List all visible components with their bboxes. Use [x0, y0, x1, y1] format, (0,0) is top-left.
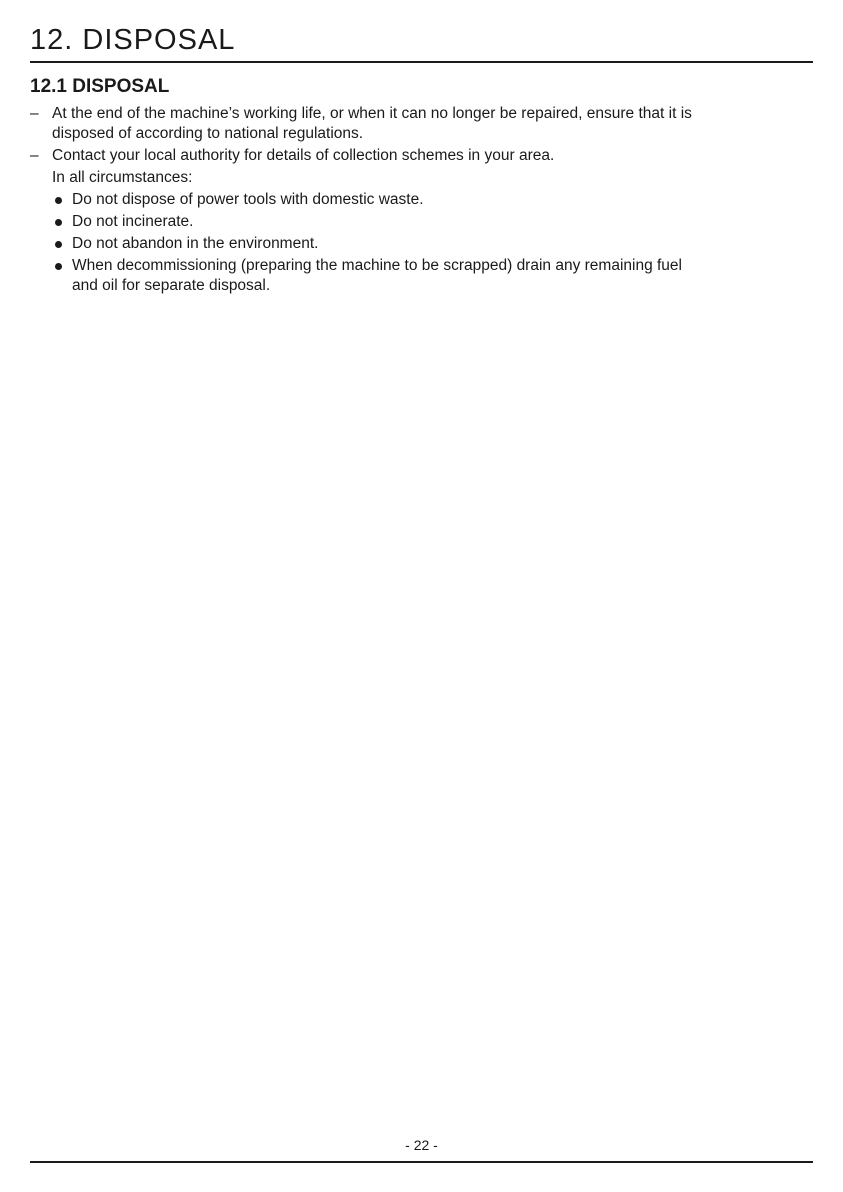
list-item: [52, 190, 813, 210]
section-heading: 12.1 DISPOSAL: [30, 76, 170, 97]
list-item-text: Do not dispose of power tools with domestic waste.: [72, 191, 424, 208]
circumstances-list: [30, 190, 813, 296]
dash-marker: –: [30, 147, 39, 164]
dash-item-line: disposed of according to national regulations.: [52, 125, 364, 142]
dash-item-end-of-life: [30, 104, 813, 144]
dash-item-line: Contact your local authority for details of collection schemes in your area.: [52, 147, 555, 164]
list-item: [52, 212, 813, 232]
page-title: 12. DISPOSAL: [30, 24, 236, 56]
list-item-text: and oil for separate disposal.: [72, 277, 271, 294]
footer-divider: [30, 1161, 813, 1163]
disposal-content: [30, 104, 813, 298]
list-item-text: When decommissioning (preparing the machine to be scrapped) drain any remaining fuel: [72, 257, 682, 274]
dash-marker: –: [30, 105, 39, 122]
circumstances-intro: In all circumstances:: [52, 169, 193, 186]
list-item: [52, 234, 813, 254]
page-number: - 22 -: [405, 1137, 438, 1153]
bullet-icon: [55, 263, 62, 270]
list-item: [52, 256, 813, 296]
bullet-icon: [55, 219, 62, 226]
list-item-text: Do not abandon in the environment.: [72, 235, 319, 252]
dash-item-line: At the end of the machine’s working life, or when it can no longer be repaired, ensure that it is: [52, 105, 692, 122]
bullet-icon: [55, 241, 62, 248]
title-divider: [30, 61, 813, 63]
list-item-text: Do not incinerate.: [72, 213, 194, 230]
bullet-icon: [55, 197, 62, 204]
dash-item-local-authority: [30, 146, 813, 166]
